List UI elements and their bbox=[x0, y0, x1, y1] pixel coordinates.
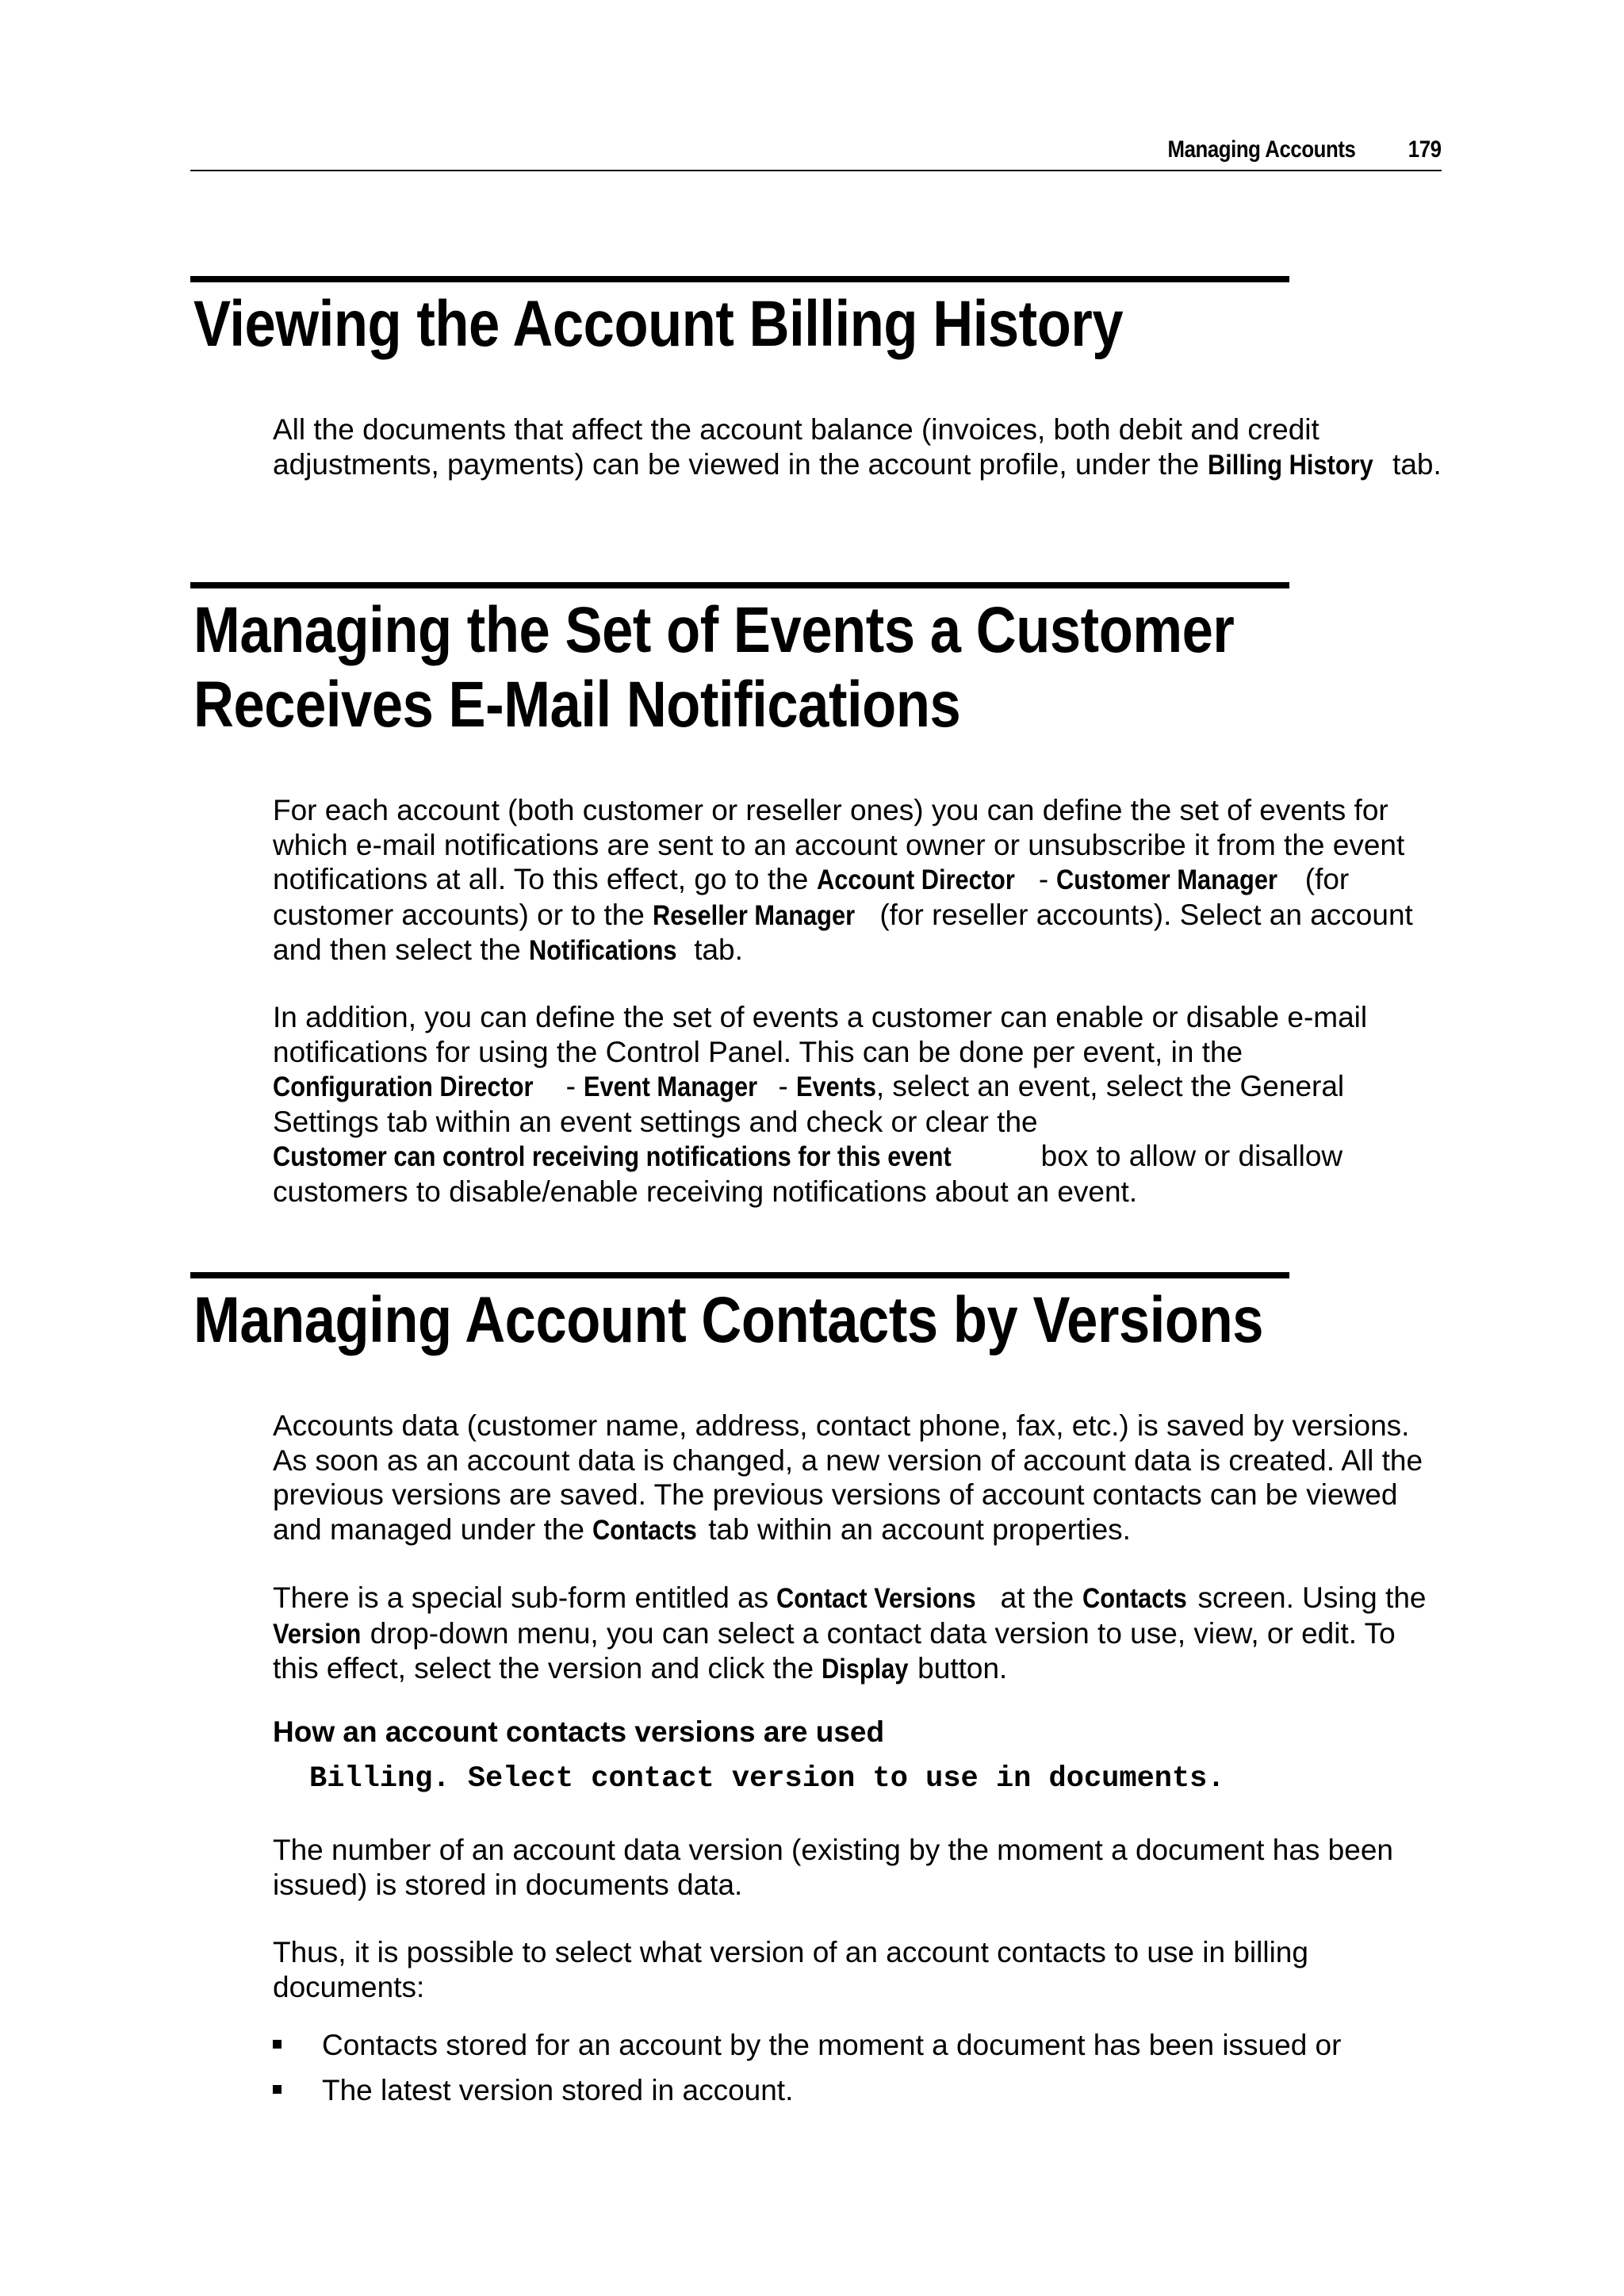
header-page-number: 179 bbox=[1408, 136, 1442, 163]
section-title-line: Managing the Set of Events a Customer bbox=[193, 594, 1235, 666]
paragraph-text: tab. bbox=[1384, 447, 1442, 481]
code-line: Billing. Select contact version to use in documents. bbox=[309, 1762, 1225, 1796]
paragraph-text: tab. bbox=[685, 933, 743, 966]
paragraph-text: - bbox=[770, 1070, 797, 1102]
ui-reference-term: Events bbox=[796, 1071, 877, 1102]
section-rule bbox=[190, 276, 1289, 282]
paragraph bbox=[273, 412, 1446, 482]
paragraph-text: drop-down menu, you can select a contact data version to use, view, or edit. To this effect, select the version and click the bbox=[273, 1616, 1396, 1685]
square-bullet-icon bbox=[273, 2040, 282, 2049]
square-bullet-icon bbox=[273, 2085, 282, 2094]
paragraph-text: - bbox=[557, 1070, 584, 1102]
subheading: How an account contacts versions are used bbox=[273, 1715, 885, 1748]
ui-reference-term: Contacts bbox=[1082, 1583, 1187, 1614]
section-title bbox=[193, 593, 1353, 742]
paragraph-text: screen. Using the bbox=[1189, 1581, 1427, 1614]
paragraph-text: button. bbox=[909, 1652, 1008, 1685]
paragraph-text: - bbox=[1030, 863, 1057, 895]
list-item bbox=[273, 2022, 1446, 2068]
paragraph bbox=[273, 793, 1446, 968]
ui-reference-term: Version bbox=[273, 1618, 362, 1650]
ui-reference-term: Billing History bbox=[1207, 449, 1373, 481]
paragraph-text: , select an event, select the General Settings tab within an event settings and check or clear the bbox=[273, 1070, 1345, 1138]
paragraph-text: (for reseller accounts). Select an account and then select the bbox=[273, 898, 1413, 966]
running-header bbox=[190, 133, 1442, 171]
paragraph-text: For each account (both customer or reseller ones) you can define the set of events for which e-mail notifications are sent to an account owner or unsubscribe it from the event notifications at all. To this effect, go to the bbox=[273, 794, 1405, 895]
paragraph-text: (for customer accounts) or to the bbox=[273, 863, 1350, 931]
list-item-text: The latest version stored in account. bbox=[322, 2074, 794, 2106]
ui-reference-term: Contact Versions bbox=[776, 1583, 977, 1614]
paragraph-text: There is a special sub-form entitled as bbox=[273, 1581, 777, 1614]
paragraph-text: All the documents that affect the account balance (invoices, both debit and credit adjustments, payments) can be viewed in the account profile, under the bbox=[273, 413, 1320, 481]
list-item-text: Contacts stored for an account by the moment a document has been issued or bbox=[322, 2029, 1342, 2061]
header-chapter-title: Managing Accounts bbox=[1167, 136, 1356, 163]
paragraph bbox=[273, 1000, 1446, 1209]
paragraph: Thus, it is possible to select what version of an account contacts to use in billing documents: bbox=[273, 1936, 1308, 2003]
paragraph-text: Accounts data (customer name, address, contact phone, fax, etc.) is saved by versions. As soon as an account data is changed, a new version of account data is created. All the previous versions are saved. The previous versions of account contacts can be viewed and managed under the bbox=[273, 1409, 1423, 1546]
section-rule bbox=[190, 1272, 1289, 1278]
paragraph-text: box to allow or disallow customers to disable/enable receiving notifications about an event. bbox=[273, 1140, 1343, 1208]
ui-reference-term: Reseller Manager bbox=[653, 899, 856, 931]
ui-reference-term: Customer Manager bbox=[1056, 864, 1278, 895]
section-rule bbox=[190, 582, 1289, 588]
ui-reference-term: Customer can control receiving notifications for this event bbox=[273, 1141, 952, 1172]
section-title: Viewing the Account Billing History bbox=[193, 288, 1124, 360]
section-title: Managing Account Contacts by Versions bbox=[193, 1284, 1264, 1356]
ui-reference-term: Display bbox=[822, 1654, 909, 1685]
paragraph: The number of an account data version (existing by the moment a document has been issued) is stored in documents data. bbox=[273, 1834, 1393, 1901]
paragraph-text: at the bbox=[992, 1581, 1082, 1614]
section-title-line: Receives E-Mail Notifications bbox=[193, 669, 961, 741]
ui-reference-term: Contacts bbox=[592, 1514, 697, 1546]
ui-reference-term: Notifications bbox=[528, 935, 677, 966]
ui-reference-term: Configuration Director bbox=[273, 1071, 534, 1102]
paragraph bbox=[273, 1409, 1446, 1547]
ui-reference-term: Event Manager bbox=[584, 1071, 758, 1102]
paragraph-text: tab within an account properties. bbox=[699, 1512, 1131, 1546]
bullet-list bbox=[273, 2022, 1446, 2113]
ui-reference-term: Account Director bbox=[816, 864, 1015, 895]
list-item bbox=[273, 2068, 1446, 2113]
paragraph bbox=[273, 1581, 1446, 1687]
paragraph-text: In addition, you can define the set of events a customer can enable or disable e-mail notifications for using the Control Panel. This can be done per event, in the bbox=[273, 1001, 1368, 1068]
